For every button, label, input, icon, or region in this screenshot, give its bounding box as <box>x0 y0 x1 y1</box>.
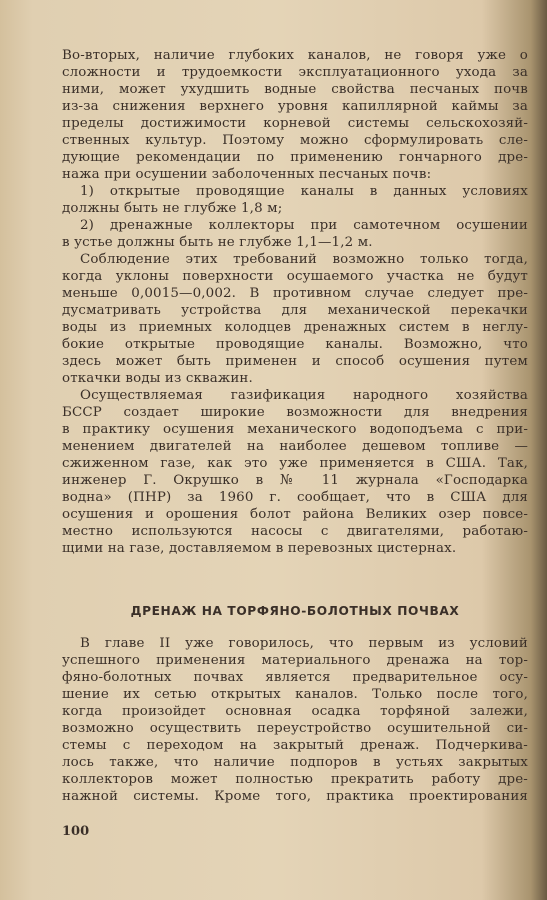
text-line: менением двигателей на наиболее дешевом топливе — <box>62 439 528 454</box>
text-line: БССР создает широкие возможности для внедрения <box>62 405 528 420</box>
text-line: щими на газе, доставляемом в перевозных цистернах. <box>62 541 457 556</box>
list-item-line: 2) дренажные коллекторы при самотечном осушении <box>80 218 528 233</box>
text-line: местно используются насосы с двигателями, работаю- <box>62 524 528 539</box>
text-line: ственных культур. Поэтому можно сформулировать сле- <box>62 133 528 148</box>
text-line: нажа при осушении заболоченных песчаных почв: <box>62 167 432 182</box>
list-item-line: 1) открытые проводящие каналы в данных условиях <box>80 184 528 199</box>
text-line: когда уклоны поверхности осушаемого участка не будут <box>62 269 528 284</box>
text-line: Соблюдение этих требований возможно только тогда, <box>80 252 528 267</box>
text-line: ними, может ухудшить водные свойства песчаных почв <box>62 82 528 97</box>
text-line: из-за снижения верхнего уровня капиллярной каймы за <box>62 99 528 114</box>
text-line: Осуществляемая газификация народного хозяйства <box>80 388 528 403</box>
text-line: пределы достижимости корневой системы сельскохозяй- <box>62 116 528 131</box>
text-line: в практику осушения механического водоподъема с при- <box>62 422 528 437</box>
text-line: когда произойдет основная осадка торфяной залежи, <box>62 704 528 719</box>
text-line: шение их сетью открытых каналов. Только после того, <box>62 687 528 702</box>
text-line: фяно-болотных почвах является предварительное осу- <box>62 670 528 685</box>
text-line: дусматривать устройства для механической перекачки <box>62 303 528 318</box>
text-line: здесь может быть применен и способ осушения путем <box>62 354 528 369</box>
text-line: стемы с переходом на закрытый дренаж. Подчеркива- <box>62 738 528 753</box>
text-line: возможно осуществить переустройство осушительной си- <box>62 721 528 736</box>
text-line: откачки воды из скважин. <box>62 371 253 386</box>
page-number: 100 <box>62 824 90 839</box>
main-text <box>62 47 528 557</box>
list-item-line: в устье должны быть не глубже 1,1—1,2 м. <box>62 235 373 250</box>
section-text <box>62 635 528 805</box>
text-line: сжиженном газе, как это уже применяется в США. Так, <box>62 456 528 471</box>
text-line: бокие открытые проводящие каналы. Возможно, что <box>62 337 528 352</box>
text-line: успешного применения материального дренажа на тор- <box>62 653 528 668</box>
text-line: Во-вторых, наличие глубоких каналов, не говоря уже о <box>62 48 528 63</box>
text-line: нажной системы. Кроме того, практика проектирования <box>62 789 528 804</box>
text-line: меньше 0,0015—0,002. В противном случае следует пре- <box>62 286 528 301</box>
text-line: инженер Г. Окрушко в № 11 журнала «Господарка <box>62 473 528 488</box>
text-line: лось также, что наличие подпоров в устьях закрытых <box>62 755 528 770</box>
text-line: воды из приемных колодцев дренажных систем в неглу- <box>62 320 528 335</box>
list-item-line: должны быть не глубже 1,8 м; <box>62 201 283 216</box>
text-line: В главе II уже говорилось, что первым из условий <box>80 636 528 651</box>
text-line: сложности и трудоемкости эксплуатационного ухода за <box>62 65 528 80</box>
text-line: дующие рекомендации по применению гончарного дре- <box>62 150 528 165</box>
text-line: коллекторов может полностью прекратить работу дре- <box>62 772 528 787</box>
text-line: осушения и орошения болот района Великих озер повсе- <box>62 507 528 522</box>
section-heading: ДРЕНАЖ НА ТОРФЯНО-БОЛОТНЫХ ПОЧВАХ <box>130 604 460 618</box>
text-line: водна» (ПНР) за 1960 г. сообщает, что в США для <box>62 490 528 505</box>
